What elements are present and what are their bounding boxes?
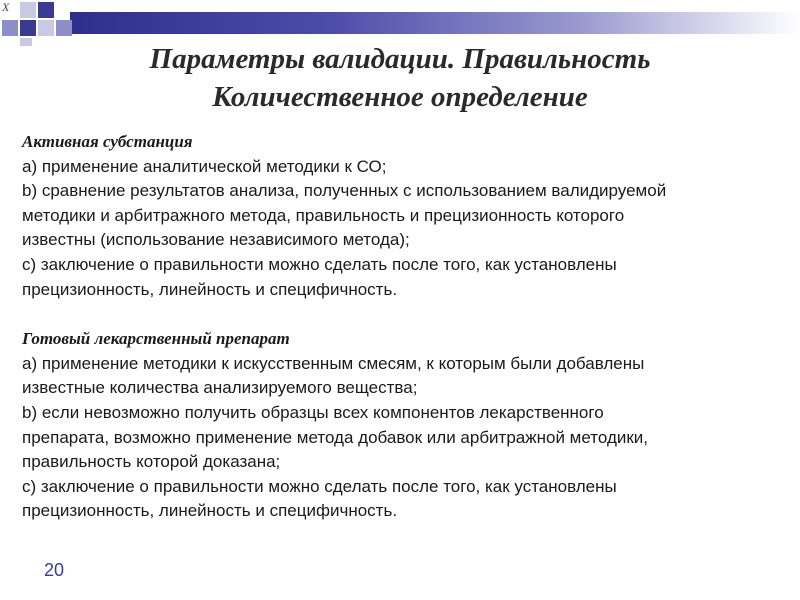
section-heading-finished-product: Готовый лекарственный препарат [22,329,290,349]
body-line: c) заключение о правильности можно сделать после того, как установлены [22,476,617,496]
body-line: b) если невозможно получить образцы всех компонентов лекарственного [22,402,604,422]
body-line: a) применение методики к искусственным смесям, к которым были добавлены [22,353,645,373]
header-decoration [0,0,800,40]
body-line: c) заключение о правильности можно сделать после того, как установлены [22,254,617,274]
body-line: прецизионность, линейность и специфичность. [22,501,398,521]
decor-square [20,38,32,46]
corner-label: $\overline{X}$ [2,0,10,14]
body-line: известные количества анализируемого вещества; [22,378,418,398]
body-line: препарата, возможно применение метода добавок или арбитражной методики, [22,427,649,447]
header-gradient-bar [70,12,800,34]
body-line: известны (использование независимого метода); [22,230,410,250]
body-line: b) сравнение результатов анализа, полученных с использованием валидируемой [22,181,667,201]
decor-square [38,20,54,36]
decor-square [20,2,36,18]
decor-square [38,2,54,18]
body-line: правильность которой доказана; [22,452,281,472]
slide-title [60,40,740,116]
title-line-1: Параметры валидации. Правильность [149,43,651,75]
body-line: методики и арбитражного метода, правильность и прецизионность которого [22,205,625,225]
title-line-2: Количественное определение [212,81,588,113]
page-number: 20 [44,560,65,580]
body-line: прецизионность, линейность и специфичность. [22,279,398,299]
body-line: a) применение аналитической методики к СО; [22,156,387,176]
section-heading-active-substance: Активная субстанция [22,132,193,151]
section-spacer [22,302,782,327]
decor-square [56,20,72,36]
slide-body [22,130,782,524]
decor-square [2,20,18,36]
decor-square [20,20,36,36]
